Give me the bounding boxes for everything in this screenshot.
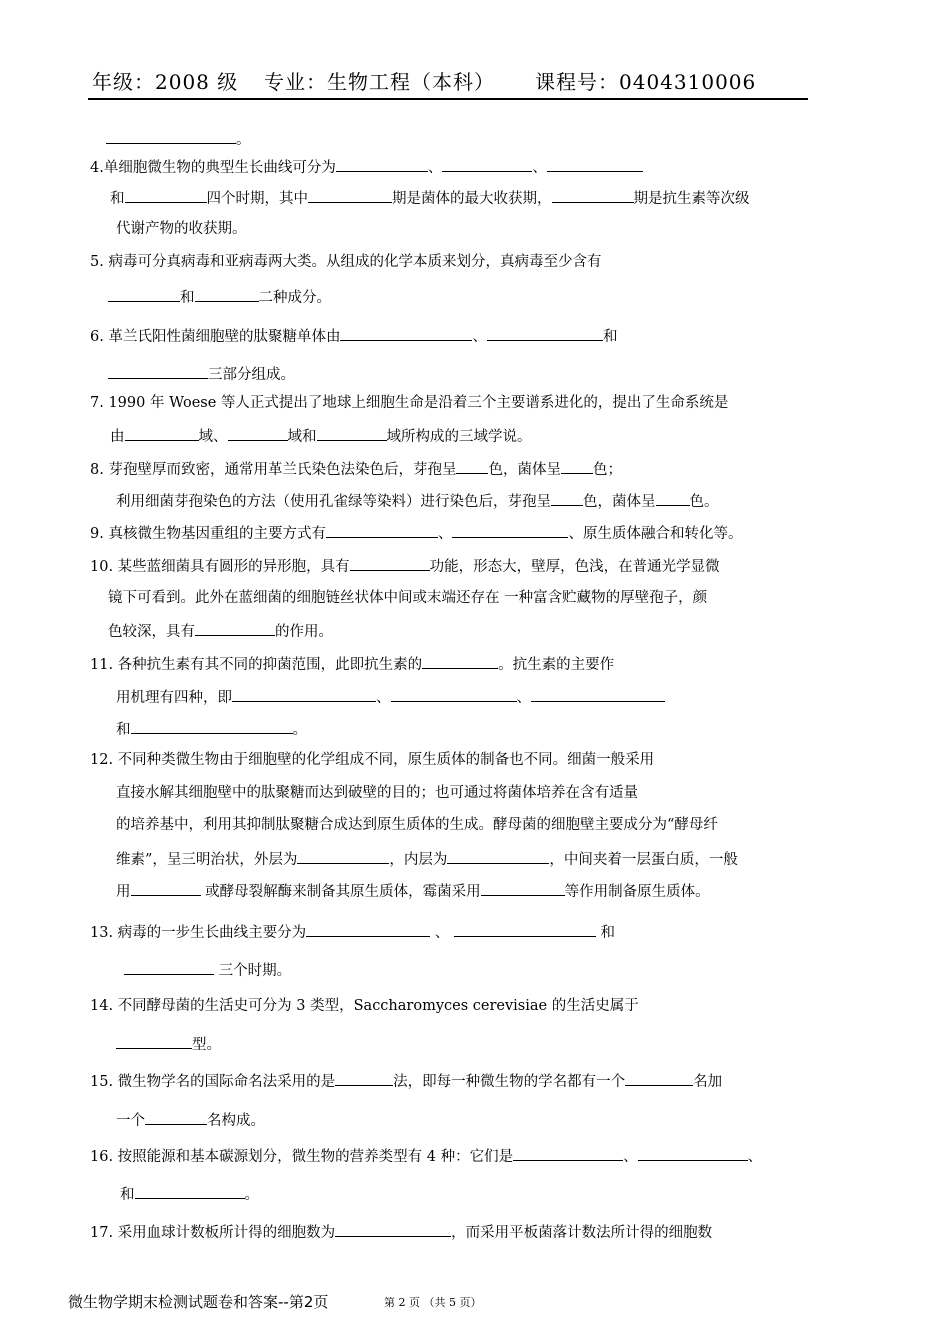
question-text: 的作用。 xyxy=(275,624,333,640)
question-text: 名加 xyxy=(693,1074,723,1090)
question-text: 等作用制备原生质体。 xyxy=(564,884,710,900)
question-line xyxy=(116,718,307,740)
question-text: 、 xyxy=(430,925,454,941)
question-text: 9. 真核微生物基因重组的主要方式有 xyxy=(90,526,326,542)
answer-blank xyxy=(131,718,293,734)
question-line xyxy=(108,286,331,308)
question-line xyxy=(110,425,532,447)
page-number: 第 2 页 （共 5 页） xyxy=(384,1296,482,1309)
question-line xyxy=(110,187,750,209)
question-text: 。 xyxy=(236,132,251,148)
question-text: 14. 不同酵母菌的生活史可分为 3 类型，Saccharomyces cerevisiae 的生活史属于 xyxy=(90,998,639,1014)
answer-blank xyxy=(552,187,634,203)
question-text: 域、 xyxy=(198,429,228,445)
answer-blank xyxy=(308,187,392,203)
question-line xyxy=(90,555,720,577)
question-line xyxy=(106,128,251,150)
answer-blank xyxy=(547,156,643,172)
question-line xyxy=(120,1183,259,1205)
question-text: 10. 某些蓝细菌具有圆形的异形胞，具有 xyxy=(90,559,350,575)
question-line xyxy=(116,1033,221,1055)
question-text: 期是抗生素等次级 xyxy=(633,191,750,207)
answer-blank xyxy=(125,187,207,203)
question-text: 、 xyxy=(747,1149,763,1165)
question-line xyxy=(116,848,738,870)
question-text: 四个时期，其中 xyxy=(206,191,308,207)
answer-blank xyxy=(625,1070,693,1086)
question-text: 三部分组成。 xyxy=(208,367,295,383)
question-text: 功能，形态大，壁厚，色浅，在普通光学显微 xyxy=(429,559,720,575)
answer-blank xyxy=(442,156,532,172)
question-text: 、 xyxy=(623,1149,638,1165)
answer-blank xyxy=(125,425,199,441)
question-line xyxy=(116,1109,265,1131)
question-text: 法，即每一种微生物的学名都有一个 xyxy=(393,1074,626,1090)
question-text: 由 xyxy=(110,429,125,445)
question-line xyxy=(116,815,718,835)
answer-blank xyxy=(135,1183,245,1199)
question-text: 的培养基中，利用其抑制肽聚糖合成达到原生质体的生成。酵母菌的细胞壁主要成分为“酵母纤 xyxy=(116,817,718,833)
question-line xyxy=(116,880,710,902)
question-line xyxy=(90,921,615,943)
answer-blank xyxy=(551,490,583,506)
question-text: 11. 各种抗生素有其不同的抑菌范围，此即抗生素的 xyxy=(90,657,423,673)
question-line xyxy=(90,458,622,480)
footer-title: 微生物学期末检测试题卷和答案--第2页 xyxy=(68,1293,329,1311)
answer-blank xyxy=(481,880,565,896)
answer-blank xyxy=(561,458,593,474)
question-text: 。 xyxy=(292,722,307,738)
question-line xyxy=(90,996,639,1016)
question-line xyxy=(90,156,643,178)
question-text: 三个时期。 xyxy=(214,963,292,979)
answer-blank xyxy=(195,286,259,302)
question-text: 和 xyxy=(180,290,195,306)
header-major: 专业：生物工程（本科） xyxy=(264,70,495,94)
question-text: ，中间夹着一层蛋白质，一般 xyxy=(549,852,738,868)
question-text: 和 xyxy=(120,1187,135,1203)
answer-blank xyxy=(124,959,214,975)
question-line xyxy=(90,1221,712,1243)
question-line xyxy=(116,783,638,803)
question-text: 色较深，具有 xyxy=(108,624,195,640)
question-text: 色； xyxy=(592,462,622,478)
answer-blank xyxy=(487,325,603,341)
question-text: 17. 采用血球计数板所计得的细胞数为 xyxy=(90,1225,336,1241)
question-text: 直接水解其细胞壁中的肽聚糖而达到破壁的目的；也可通过将菌体培养在含有适量 xyxy=(116,785,638,801)
header-course: 课程号：0404310006 xyxy=(535,70,757,94)
answer-blank xyxy=(454,921,596,937)
answer-blank xyxy=(317,425,387,441)
answer-blank xyxy=(145,1109,207,1125)
answer-blank xyxy=(335,1221,451,1237)
question-line xyxy=(90,252,601,272)
question-text: 4.单细胞微生物的典型生长曲线可分为 xyxy=(90,160,336,176)
question-line xyxy=(108,588,707,608)
answer-blank xyxy=(326,522,438,538)
question-line xyxy=(90,1070,722,1092)
question-text: 名构成。 xyxy=(207,1113,265,1129)
answer-blank xyxy=(108,286,180,302)
header-rule xyxy=(88,98,808,100)
answer-blank xyxy=(391,686,517,702)
question-text: 用 xyxy=(116,884,131,900)
question-line xyxy=(90,393,728,413)
question-line xyxy=(116,219,247,239)
question-line xyxy=(116,490,719,512)
question-text: 15. 微生物学名的国际命名法采用的是 xyxy=(90,1074,336,1090)
question-text: 色，菌体呈 xyxy=(583,494,656,510)
question-text: 镜下可看到。此外在蓝细菌的细胞链丝状体中间或末端还存在 一种富含贮藏物的厚壁孢子，颜 xyxy=(108,590,708,606)
question-text: 、 xyxy=(376,690,391,706)
answer-blank xyxy=(232,686,376,702)
question-text: ，而采用平板菌落计数法所计得的细胞数 xyxy=(451,1225,713,1241)
question-text: 和 xyxy=(116,722,131,738)
question-text: 。 xyxy=(244,1187,259,1203)
answer-blank xyxy=(131,880,201,896)
question-text: 16. 按照能源和基本碳源划分，微生物的营养类型有 4 种：它们是 xyxy=(90,1149,514,1165)
question-line xyxy=(90,522,742,544)
question-line xyxy=(90,653,614,675)
answer-blank xyxy=(340,325,472,341)
question-line xyxy=(116,686,665,708)
question-text: 12. 不同种类微生物由于细胞壁的化学组成不同，原生质体的制备也不同。细菌一般采用 xyxy=(90,752,655,768)
question-text: 和 xyxy=(595,925,615,941)
question-text: 代谢产物的收获期。 xyxy=(116,221,247,237)
question-text: 和 xyxy=(110,191,125,207)
question-text: 、 xyxy=(437,526,453,542)
question-text: 、原生质体融合和转化等。 xyxy=(568,526,743,542)
question-text: 7. 1990 年 Woese 等人正式提出了地球上细胞生命是沿着三个主要谱系进化的，提出了生命系统是 xyxy=(90,395,729,411)
header-grade: 年级：2008 级 xyxy=(92,70,239,94)
question-text: 维素”，呈三明治状，外层为 xyxy=(116,852,298,868)
question-text: 、 xyxy=(472,329,487,345)
answer-blank xyxy=(106,128,236,144)
question-text: ，内层为 xyxy=(389,852,448,868)
question-text: 13. 病毒的一步生长曲线主要分为 xyxy=(90,925,307,941)
answer-blank xyxy=(228,425,288,441)
answer-blank xyxy=(297,848,389,864)
page-header xyxy=(92,66,808,96)
question-text: 5. 病毒可分真病毒和亚病毒两大类。从组成的化学本质来划分，真病毒至少含有 xyxy=(90,254,602,270)
question-text: 、 xyxy=(427,160,443,176)
question-text: 一个 xyxy=(116,1113,145,1129)
question-line xyxy=(90,1145,762,1167)
answer-blank xyxy=(306,921,430,937)
answer-blank xyxy=(456,458,488,474)
question-text: 色。 xyxy=(689,494,719,510)
question-text: 、 xyxy=(516,690,531,706)
answer-blank xyxy=(452,522,568,538)
question-text: 、 xyxy=(532,160,547,176)
question-text: 或酵母裂解酶来制备其原生质体，霉菌采用 xyxy=(200,884,481,900)
question-line xyxy=(90,325,617,347)
question-text: 用机理有四种，即 xyxy=(116,690,232,706)
answer-blank xyxy=(422,653,498,669)
answer-blank xyxy=(108,363,208,379)
question-line xyxy=(90,750,654,770)
question-line xyxy=(124,959,291,981)
question-text: 二种成分。 xyxy=(258,290,331,306)
answer-blank xyxy=(335,1070,393,1086)
answer-blank xyxy=(447,848,549,864)
question-text: 8. 芽孢壁厚而致密，通常用革兰氏染色法染色后，芽孢呈 xyxy=(90,462,457,478)
question-text: 域和 xyxy=(287,429,317,445)
answer-blank xyxy=(336,156,428,172)
question-text: 色，菌体呈 xyxy=(488,462,561,478)
answer-blank xyxy=(638,1145,748,1161)
question-text: 型。 xyxy=(192,1037,221,1053)
answer-blank xyxy=(195,620,275,636)
question-text: 期是菌体的最大收获期， xyxy=(392,191,552,207)
answer-blank xyxy=(350,555,430,571)
answer-blank xyxy=(513,1145,623,1161)
question-line xyxy=(108,620,333,642)
answer-blank xyxy=(116,1033,192,1049)
question-line xyxy=(108,363,295,385)
answer-blank xyxy=(656,490,690,506)
answer-blank xyxy=(531,686,665,702)
question-text: 和 xyxy=(602,329,618,345)
question-text: 利用细菌芽孢染色的方法（使用孔雀绿等染料）进行染色后，芽孢呈 xyxy=(116,494,551,510)
question-text: 。抗生素的主要作 xyxy=(498,657,615,673)
question-text: 域所构成的三域学说。 xyxy=(386,429,532,445)
question-text: 6. 革兰氏阳性菌细胞壁的肽聚糖单体由 xyxy=(90,329,341,345)
